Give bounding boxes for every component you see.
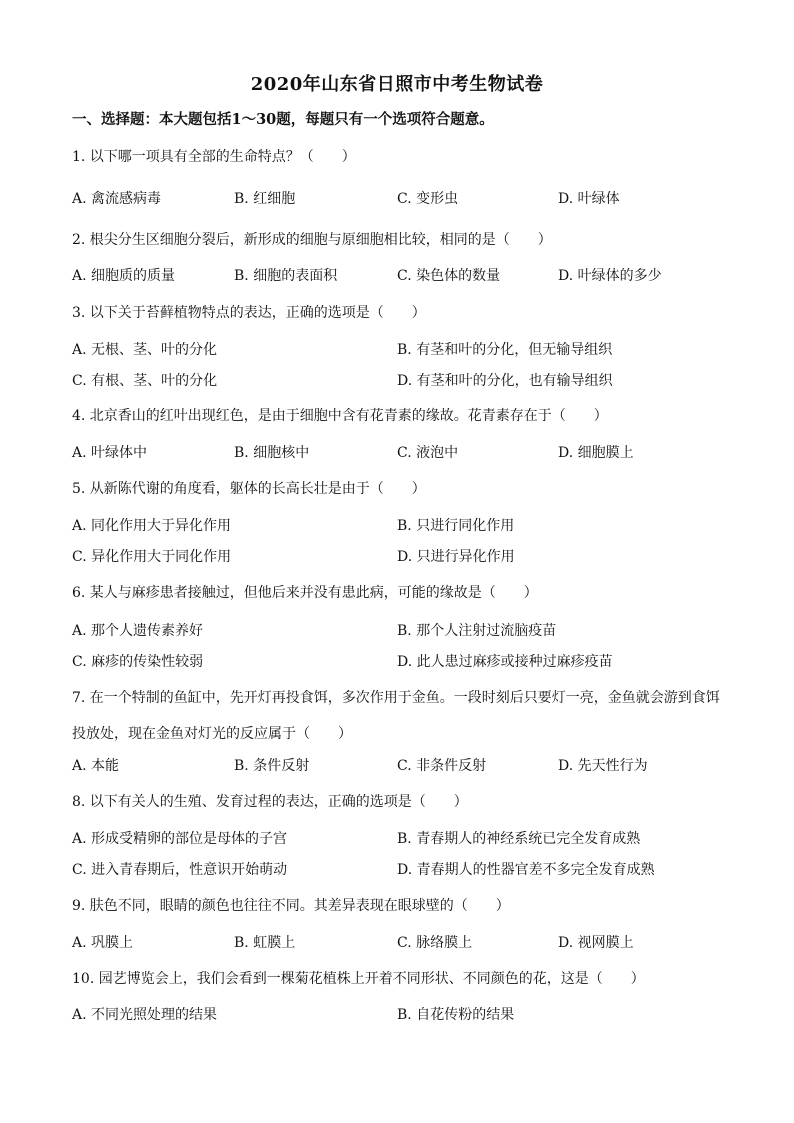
question-6-option-d: D. 此人患过麻疹或接种过麻疹疫苗: [397, 654, 613, 670]
question-7-stem: 7. 在一个特制的鱼缸中，先开灯再投食饵，多次作用于金鱼。一段时刻后只要灯一亮，金鱼就会游到食饵: [72, 690, 720, 706]
question-6-stem: 6. 某人与麻疹患者接触过，但他后来并没有患此病，可能的缘故是（ ）: [72, 585, 538, 601]
question-9-option-c: C. 脉络膜上: [397, 935, 473, 951]
question-8-option-c: C. 进入青春期后，性意识开始萌动: [72, 862, 288, 878]
question-6-option-a: A. 那个人遗传素养好: [72, 623, 204, 639]
question-2-option-a: A. 细胞质的质量: [72, 268, 176, 284]
question-1-stem: 1. 以下哪一项具有全部的生命特点？（ ）: [72, 149, 356, 165]
question-10-option-b: B. 自花传粉的结果: [397, 1007, 515, 1023]
question-9-option-d: D. 视网膜上: [558, 935, 634, 951]
question-6-option-c: C. 麻疹的传染性较弱: [72, 654, 204, 670]
question-3-option-b: B. 有茎和叶的分化，但无输导组织: [397, 342, 613, 358]
question-2-stem: 2. 根尖分生区细胞分裂后，新形成的细胞与原细胞相比较，相同的是（ ）: [72, 232, 552, 248]
question-1-option-a: A. 禽流感病毒: [72, 191, 162, 207]
question-3-stem: 3. 以下关于苔藓植物特点的表达，正确的选项是（ ）: [72, 305, 426, 321]
question-10-option-a: A. 不同光照处理的结果: [72, 1007, 218, 1023]
question-3-option-a: A. 无根、茎、叶的分化: [72, 342, 218, 358]
question-9-option-a: A. 巩膜上: [72, 935, 134, 951]
question-7-stem-continued: 投放处，现在金鱼对灯光的反应属于（ ）: [72, 726, 352, 742]
question-5-option-d: D. 只进行异化作用: [397, 549, 515, 565]
question-8-stem: 8. 以下有关人的生殖、发育过程的表达，正确的选项是（ ）: [72, 794, 468, 810]
question-7-option-d: D. 先天性行为: [558, 758, 648, 774]
question-7-option-b: B. 条件反射: [234, 758, 310, 774]
question-4-option-d: D. 细胞膜上: [558, 445, 634, 461]
question-10-stem: 10. 园艺博览会上，我们会看到一棵菊花植株上开着不同形状、不同颜色的花，这是（ ）: [72, 971, 645, 987]
question-5-option-a: A. 同化作用大于异化作用: [72, 518, 232, 534]
question-5-option-c: C. 异化作用大于同化作用: [72, 549, 232, 565]
question-5-stem: 5. 从新陈代谢的角度看，躯体的长高长壮是由于（ ）: [72, 481, 426, 497]
question-3-option-d: D. 有茎和叶的分化，也有输导组织: [397, 373, 613, 389]
question-1-option-d: D. 叶绿体: [558, 191, 620, 207]
question-4-option-c: C. 液泡中: [397, 445, 459, 461]
question-3-option-c: C. 有根、茎、叶的分化: [72, 373, 218, 389]
question-9-option-b: B. 虹膜上: [234, 935, 296, 951]
question-1-option-c: C. 变形虫: [397, 191, 459, 207]
question-8-option-d: D. 青春期人的性器官差不多完全发育成熟: [397, 862, 655, 878]
question-1-option-b: B. 红细胞: [234, 191, 296, 207]
question-9-stem: 9. 肤色不同，眼睛的颜色也往往不同。其差异表现在眼球壁的（ ）: [72, 898, 510, 914]
question-8-option-a: A. 形成受精卵的部位是母体的子宫: [72, 831, 288, 847]
question-5-option-b: B. 只进行同化作用: [397, 518, 515, 534]
question-8-option-b: B. 青春期人的神经系统已完全发育成熟: [397, 831, 641, 847]
question-2-option-d: D. 叶绿体的多少: [558, 268, 662, 284]
page-title: 2020年山东省日照市中考生物试卷: [250, 74, 544, 95]
section-heading: 一、选择题：本大题包括1～30题，每题只有一个选项符合题意。: [72, 111, 494, 128]
question-4-stem: 4. 北京香山的红叶出现红色，是由于细胞中含有花青素的缘故。花青素存在于（ ）: [72, 408, 608, 424]
question-6-option-b: B. 那个人注射过流脑疫苗: [397, 623, 557, 639]
question-7-option-c: C. 非条件反射: [397, 758, 487, 774]
question-2-option-b: B. 细胞的表面积: [234, 268, 338, 284]
question-2-option-c: C. 染色体的数量: [397, 268, 501, 284]
question-4-option-a: A. 叶绿体中: [72, 445, 148, 461]
question-7-option-a: A. 本能: [72, 758, 120, 774]
question-4-option-b: B. 细胞核中: [234, 445, 310, 461]
